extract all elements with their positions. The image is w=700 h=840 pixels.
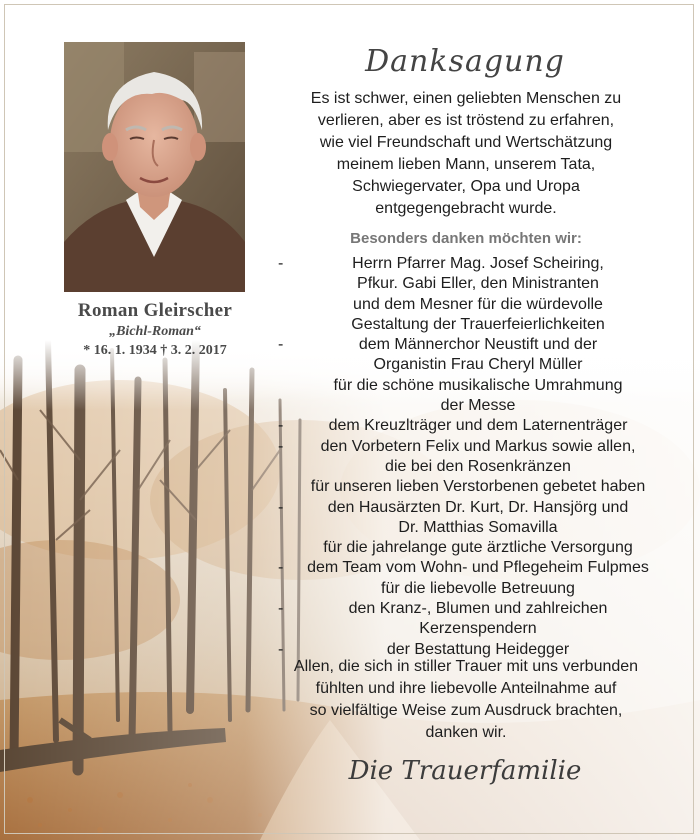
- thanks-line: dem Kreuzlträger und dem Laternenträger: [328, 417, 628, 435]
- signature: Die Trauerfamilie: [348, 756, 582, 786]
- life-dates: * 16. 1. 1934 † 3. 2. 2017: [83, 343, 227, 358]
- deceased-name: Roman Gleirscher: [77, 300, 233, 321]
- deceased-info: [40, 300, 270, 359]
- intro-paragraph: [278, 88, 654, 220]
- thanks-line: die bei den Rosenkränzen: [385, 457, 571, 475]
- thanks-line: der Messe: [440, 397, 516, 415]
- thanks-item: [278, 254, 668, 335]
- closing-line: fühlten und ihre liebevolle Anteilnahme auf: [315, 680, 617, 697]
- intro-line: wie viel Freundschaft und Wertschätzung: [319, 134, 613, 151]
- thanks-line: den Hausärzten Dr. Kurt, Dr. Hansjörg und: [327, 498, 629, 516]
- intro-line: meinem lieben Mann, unserem Tata,: [336, 156, 596, 173]
- thanks-item: [278, 335, 668, 416]
- intro-line: Schwiegervater, Opa und Uropa: [352, 178, 580, 195]
- thanks-line: für die jahrelange gute ärztliche Versorgung: [323, 539, 633, 557]
- thanks-line: den Vorbetern Felix und Markus sowie allen,: [320, 437, 636, 455]
- list-dash: -: [278, 255, 284, 272]
- closing-paragraph: [278, 656, 654, 744]
- thanks-item: [278, 437, 668, 498]
- list-dash: -: [278, 437, 284, 455]
- thanks-line: für die liebevolle Betreuung: [381, 579, 575, 597]
- thanks-item: [278, 558, 668, 599]
- thanks-line: den Kranz-, Blumen und zahlreichen: [348, 600, 608, 618]
- intro-line: Es ist schwer, einen geliebten Menschen zu: [310, 90, 622, 107]
- thanks-line: und dem Mesner für die würdevolle: [353, 295, 603, 313]
- list-dash: -: [278, 498, 284, 516]
- list-dash: -: [278, 336, 284, 354]
- thanks-line: Herrn Pfarrer Mag. Josef Scheiring,: [352, 255, 604, 272]
- list-dash: -: [278, 559, 284, 577]
- thanks-line: Dr. Matthias Somavilla: [398, 518, 558, 536]
- page-title: Danksagung: [365, 44, 565, 79]
- thanks-line: für die schöne musikalische Umrahmung: [333, 376, 623, 394]
- thanks-item: [278, 416, 668, 436]
- deceased-nickname: „Bichl-Roman“: [109, 324, 201, 339]
- closing-line: danken wir.: [425, 724, 507, 741]
- thanks-line: für unseren lieben Verstorbenen gebetet haben: [310, 478, 646, 496]
- intro-line: verlieren, aber es ist tröstend zu erfahren,: [317, 112, 615, 129]
- thanks-item: [278, 599, 668, 640]
- thanks-line: dem Team vom Wohn- und Pflegeheim Fulpmes: [307, 559, 649, 577]
- closing-line: Allen, die sich in stiller Trauer mit uns verbunden: [293, 658, 639, 675]
- thanks-line: Kerzenspendern: [419, 620, 537, 638]
- list-dash: -: [278, 600, 284, 618]
- thanks-line: der Bestattung Heidegger: [386, 640, 570, 658]
- thanks-list: [278, 254, 668, 660]
- intro-line: entgegengebracht wurde.: [375, 200, 557, 217]
- list-dash: -: [278, 640, 284, 658]
- thanks-subheading: Besonders danken möchten wir:: [350, 230, 582, 247]
- thanks-line: Gestaltung der Trauerfeierlichkeiten: [351, 315, 605, 333]
- portrait-photo: [64, 42, 245, 292]
- thanks-line: dem Männerchor Neustift und der: [358, 336, 598, 354]
- thanks-line: Pfkur. Gabi Eller, den Ministranten: [357, 275, 599, 293]
- thanks-line: Organistin Frau Cheryl Müller: [373, 356, 583, 374]
- closing-line: so vielfältige Weise zum Ausdruck brachten,: [309, 702, 623, 719]
- thanks-item: [278, 498, 668, 559]
- list-dash: -: [278, 417, 284, 435]
